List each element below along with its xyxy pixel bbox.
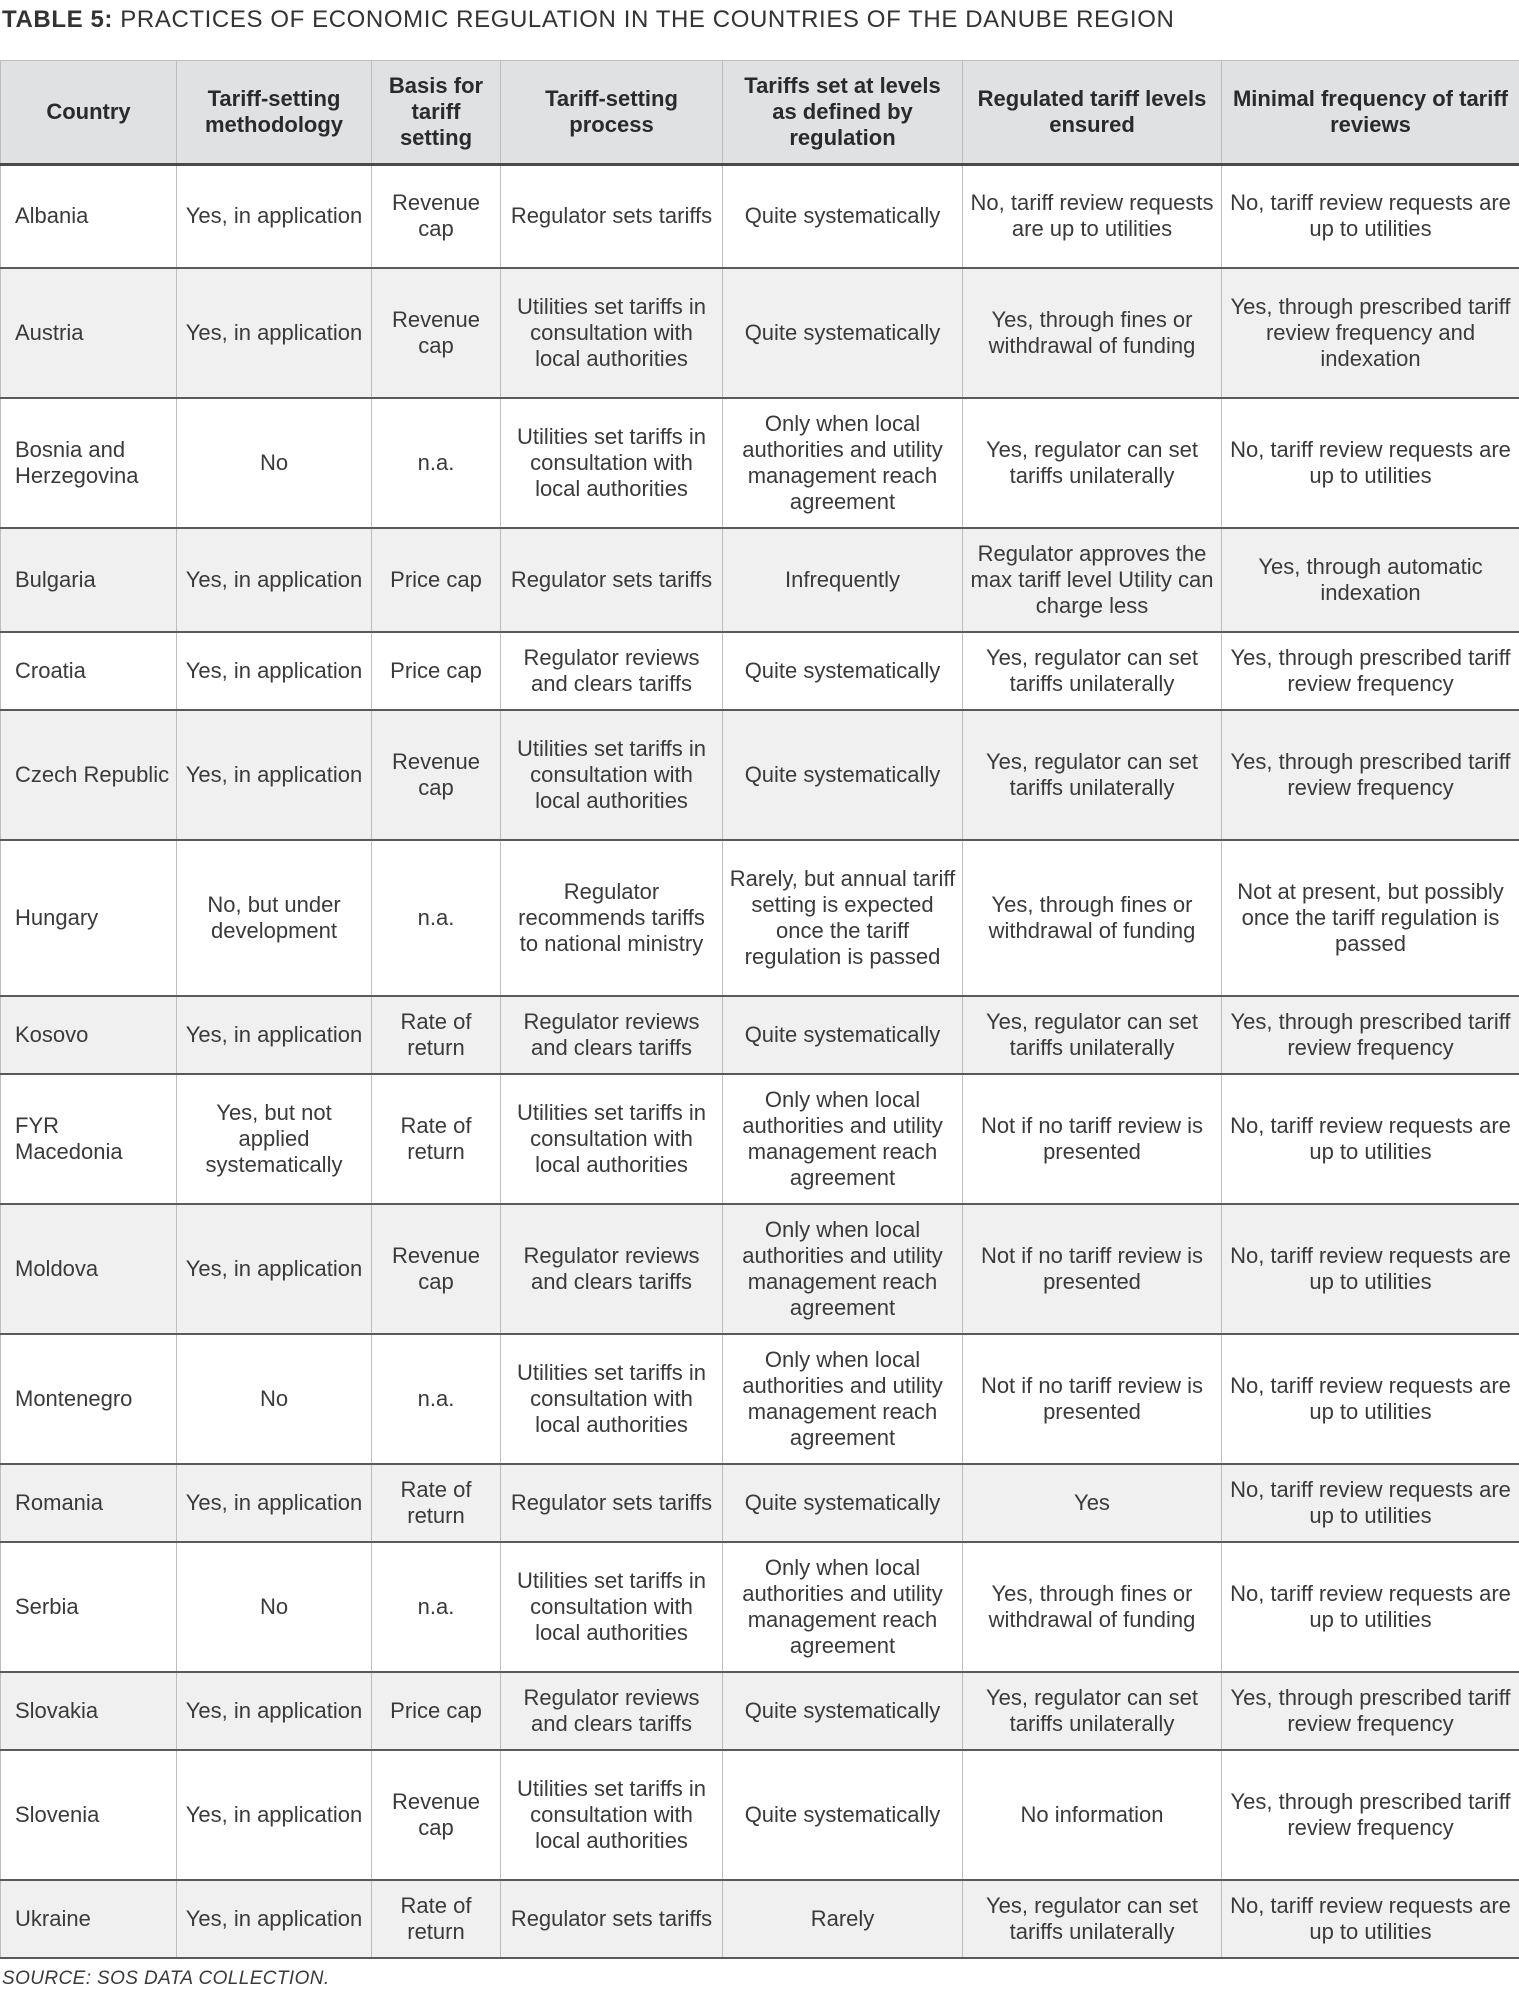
table-cell: Utilities set tariffs in consultation with local authorities	[501, 1542, 723, 1672]
country-cell: Hungary	[1, 840, 177, 996]
country-cell: Albania	[1, 165, 177, 268]
table-row	[1, 528, 1519, 632]
table-row	[1, 268, 1519, 398]
table-row	[1, 1750, 1519, 1880]
table-cell: Yes, in application	[177, 632, 372, 710]
table-cell: No, tariff review requests are up to utilities	[1222, 1334, 1519, 1464]
table-cell: Utilities set tariffs in consultation with local authorities	[501, 1074, 723, 1204]
table-cell: Yes, through fines or withdrawal of funding	[963, 1542, 1222, 1672]
table-body	[1, 165, 1519, 1958]
table-row	[1, 840, 1519, 996]
table-cell: Yes, through prescribed tariff review frequency	[1222, 1750, 1519, 1880]
header-cell: Tariff-setting methodology	[177, 61, 372, 165]
country-cell: Ukraine	[1, 1880, 177, 1958]
country-cell: Romania	[1, 1464, 177, 1542]
table-row	[1, 710, 1519, 840]
table-cell: No, tariff review requests are up to utilities	[1222, 1464, 1519, 1542]
header-cell: Country	[1, 61, 177, 165]
table-cell: n.a.	[372, 398, 501, 528]
table-cell: Regulator sets tariffs	[501, 1880, 723, 1958]
table-row	[1, 1542, 1519, 1672]
table-row	[1, 398, 1519, 528]
table-cell: Yes, regulator can set tariffs unilaterally	[963, 1672, 1222, 1750]
table-cell: Yes, in application	[177, 1672, 372, 1750]
country-cell: Moldova	[1, 1204, 177, 1334]
table-cell: Utilities set tariffs in consultation with local authorities	[501, 398, 723, 528]
table-cell: Quite systematically	[723, 268, 963, 398]
country-cell: Montenegro	[1, 1334, 177, 1464]
country-cell: Kosovo	[1, 996, 177, 1074]
table-cell: No, tariff review requests are up to utilities	[1222, 1204, 1519, 1334]
table-cell: Only when local authorities and utility management reach agreement	[723, 1204, 963, 1334]
table-cell: Yes, in application	[177, 528, 372, 632]
table-cell: Yes, through prescribed tariff review frequency	[1222, 996, 1519, 1074]
table-cell: Regulator approves the max tariff level Utility can charge less	[963, 528, 1222, 632]
table-cell: Yes, regulator can set tariffs unilaterally	[963, 632, 1222, 710]
header-cell: Tariffs set at levels as defined by regulation	[723, 61, 963, 165]
table-cell: Revenue cap	[372, 1204, 501, 1334]
country-cell: Bosnia and Herzegovina	[1, 398, 177, 528]
table-cell: Not if no tariff review is presented	[963, 1074, 1222, 1204]
table-cell: Utilities set tariffs in consultation with local authorities	[501, 1334, 723, 1464]
table-cell: n.a.	[372, 840, 501, 996]
table-row	[1, 165, 1519, 268]
table-cell: No	[177, 1334, 372, 1464]
country-cell: Croatia	[1, 632, 177, 710]
table-cell: Yes, through fines or withdrawal of funding	[963, 268, 1222, 398]
table-cell: Yes, in application	[177, 165, 372, 268]
table-cell: Yes, in application	[177, 1204, 372, 1334]
table-cell: Revenue cap	[372, 1750, 501, 1880]
table-container	[0, 60, 1519, 1959]
table-row	[1, 1074, 1519, 1204]
table-cell: Utilities set tariffs in consultation with local authorities	[501, 268, 723, 398]
table-cell: Quite systematically	[723, 1464, 963, 1542]
table-cell: No	[177, 1542, 372, 1672]
table-title-text: PRACTICES OF ECONOMIC REGULATION IN THE COUNTRIES OF THE DANUBE REGION	[113, 6, 1175, 33]
table-cell: No, tariff review requests are up to utilities	[1222, 1880, 1519, 1958]
table-row	[1, 632, 1519, 710]
table-cell: Revenue cap	[372, 268, 501, 398]
table-cell: n.a.	[372, 1542, 501, 1672]
table-cell: Rarely, but annual tariff setting is expected once the tariff regulation is passed	[723, 840, 963, 996]
table-row	[1, 1334, 1519, 1464]
table-cell: Rate of return	[372, 1880, 501, 1958]
table-row	[1, 1880, 1519, 1958]
table-cell: Revenue cap	[372, 165, 501, 268]
table-cell: Only when local authorities and utility management reach agreement	[723, 1542, 963, 1672]
table-cell: Utilities set tariffs in consultation with local authorities	[501, 1750, 723, 1880]
table-cell: Only when local authorities and utility management reach agreement	[723, 1334, 963, 1464]
table-cell: Yes, in application	[177, 268, 372, 398]
table-cell: n.a.	[372, 1334, 501, 1464]
country-cell: FYR Macedonia	[1, 1074, 177, 1204]
table-title	[2, 4, 1174, 36]
table-cell: Only when local authorities and utility management reach agreement	[723, 1074, 963, 1204]
table-cell: Rarely	[723, 1880, 963, 1958]
table-cell: Yes, through prescribed tariff review frequency	[1222, 632, 1519, 710]
table-cell: Not at present, but possibly once the tariff regulation is passed	[1222, 840, 1519, 996]
table-cell: Yes, regulator can set tariffs unilaterally	[963, 710, 1222, 840]
header-cell: Minimal frequency of tariff reviews	[1222, 61, 1519, 165]
header-cell: Regulated tariff levels ensured	[963, 61, 1222, 165]
table-cell: Rate of return	[372, 1074, 501, 1204]
table-cell: Regulator reviews and clears tariffs	[501, 1672, 723, 1750]
country-cell: Austria	[1, 268, 177, 398]
table-title-label: TABLE 5:	[2, 6, 114, 33]
table-row	[1, 1672, 1519, 1750]
table-cell: Yes, in application	[177, 1880, 372, 1958]
table-row	[1, 1464, 1519, 1542]
table-cell: No information	[963, 1750, 1222, 1880]
header-cell: Tariff-setting process	[501, 61, 723, 165]
table-cell: Regulator recommends tariffs to national ministry	[501, 840, 723, 996]
table-cell: Quite systematically	[723, 1750, 963, 1880]
table-cell: No, tariff review requests are up to utilities	[963, 165, 1222, 268]
table-cell: Regulator reviews and clears tariffs	[501, 1204, 723, 1334]
table-cell: No, but under development	[177, 840, 372, 996]
table-cell: Infrequently	[723, 528, 963, 632]
table-cell: No, tariff review requests are up to utilities	[1222, 398, 1519, 528]
table-cell: Quite systematically	[723, 632, 963, 710]
table-cell: Regulator reviews and clears tariffs	[501, 996, 723, 1074]
table-cell: Yes, in application	[177, 1464, 372, 1542]
country-cell: Czech Republic	[1, 710, 177, 840]
table-cell: Only when local authorities and utility management reach agreement	[723, 398, 963, 528]
table-cell: Yes, through automatic indexation	[1222, 528, 1519, 632]
table-cell: Rate of return	[372, 996, 501, 1074]
table-cell: Utilities set tariffs in consultation with local authorities	[501, 710, 723, 840]
table-cell: No, tariff review requests are up to utilities	[1222, 1542, 1519, 1672]
regulation-table	[0, 60, 1519, 1959]
table-cell: Quite systematically	[723, 710, 963, 840]
country-cell: Bulgaria	[1, 528, 177, 632]
header-cell: Basis for tariff setting	[372, 61, 501, 165]
table-cell: Regulator sets tariffs	[501, 1464, 723, 1542]
table-cell: Yes, through prescribed tariff review frequency and indexation	[1222, 268, 1519, 398]
table-header	[1, 61, 1519, 165]
table-cell: Yes, in application	[177, 996, 372, 1074]
table-cell: Regulator reviews and clears tariffs	[501, 632, 723, 710]
table-cell: No	[177, 398, 372, 528]
table-cell: Price cap	[372, 1672, 501, 1750]
country-cell: Slovenia	[1, 1750, 177, 1880]
table-cell: Yes, in application	[177, 710, 372, 840]
table-cell: Yes, in application	[177, 1750, 372, 1880]
table-cell: Yes, regulator can set tariffs unilaterally	[963, 1880, 1222, 1958]
table-cell: Yes, regulator can set tariffs unilaterally	[963, 996, 1222, 1074]
table-row	[1, 996, 1519, 1074]
table-cell: Not if no tariff review is presented	[963, 1204, 1222, 1334]
table-cell: Regulator sets tariffs	[501, 165, 723, 268]
table-cell: Quite systematically	[723, 1672, 963, 1750]
table-row	[1, 1204, 1519, 1334]
table-cell: Yes, through fines or withdrawal of funding	[963, 840, 1222, 996]
table-cell: Yes, regulator can set tariffs unilaterally	[963, 398, 1222, 528]
table-cell: Yes, through prescribed tariff review frequency	[1222, 1672, 1519, 1750]
header-row	[1, 61, 1519, 165]
table-cell: No, tariff review requests are up to utilities	[1222, 1074, 1519, 1204]
table-cell: Rate of return	[372, 1464, 501, 1542]
table-cell: Yes	[963, 1464, 1222, 1542]
source-note: SOURCE: SOS DATA COLLECTION.	[2, 1968, 330, 1989]
country-cell: Serbia	[1, 1542, 177, 1672]
table-cell: Revenue cap	[372, 710, 501, 840]
country-cell: Slovakia	[1, 1672, 177, 1750]
table-cell: Quite systematically	[723, 165, 963, 268]
table-cell: Quite systematically	[723, 996, 963, 1074]
table-cell: Price cap	[372, 632, 501, 710]
table-cell: No, tariff review requests are up to utilities	[1222, 165, 1519, 268]
table-cell: Price cap	[372, 528, 501, 632]
table-cell: Yes, through prescribed tariff review frequency	[1222, 710, 1519, 840]
table-cell: Regulator sets tariffs	[501, 528, 723, 632]
table-cell: Not if no tariff review is presented	[963, 1334, 1222, 1464]
table-cell: Yes, but not applied systematically	[177, 1074, 372, 1204]
